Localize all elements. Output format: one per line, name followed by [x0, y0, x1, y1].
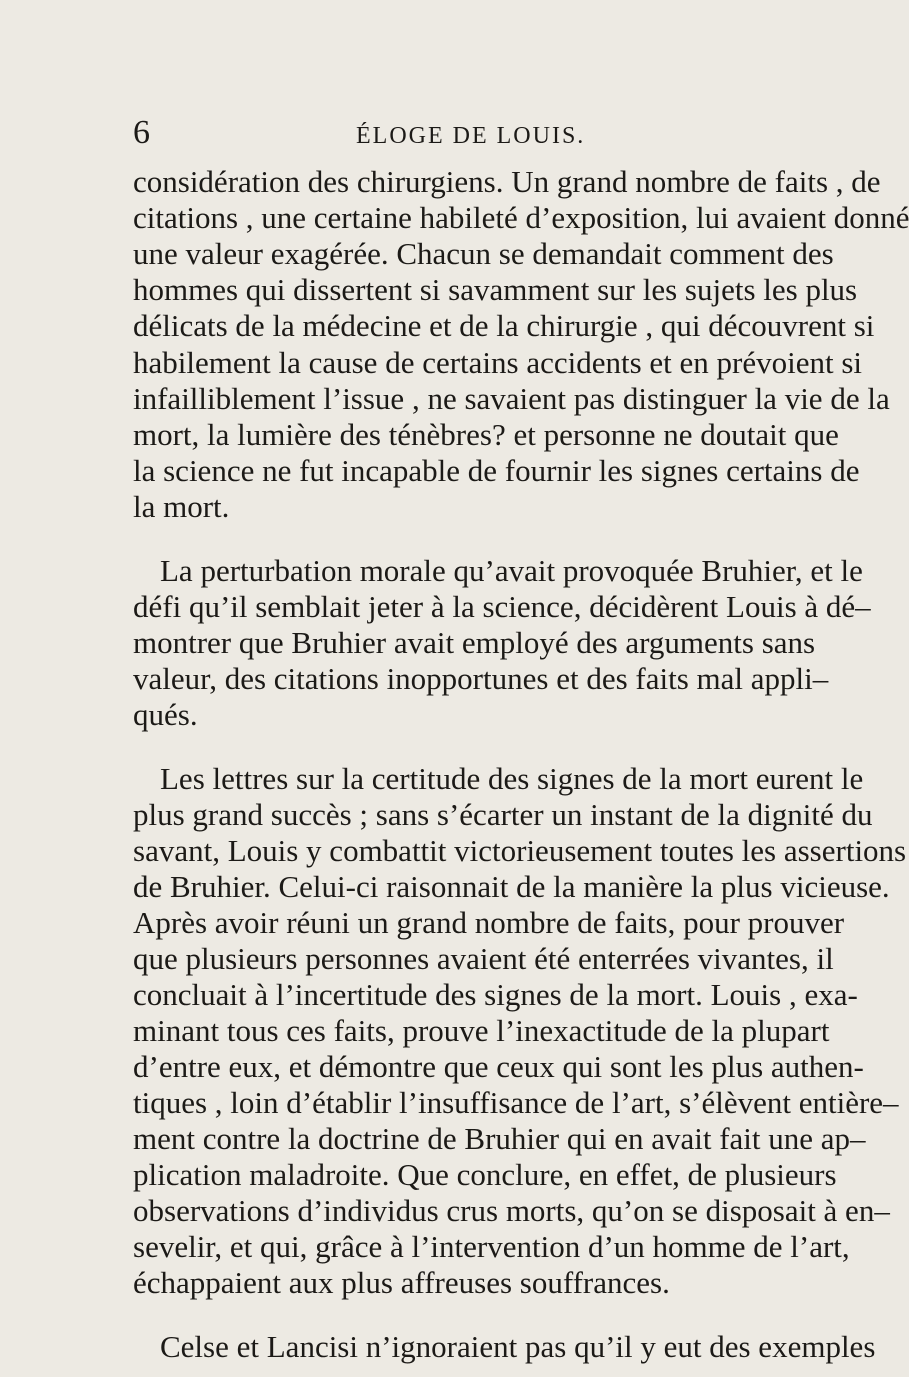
- text-line: sevelir, et qui, grâce à l’intervention d’un homme de l’art,: [133, 1229, 850, 1264]
- text-line: infailliblement l’issue , ne savaient pas distinguer la vie de la: [133, 381, 890, 416]
- text-line: montrer que Bruhier avait employé des arguments sans: [133, 625, 816, 660]
- text-line: mort, la lumière des ténèbres? et personne ne doutait que: [133, 417, 839, 452]
- text-line: observations d’individus crus morts, qu’on se disposait à en–: [133, 1193, 890, 1228]
- text-line: plication maladroite. Que conclure, en effet, de plusieurs: [133, 1157, 837, 1192]
- text-line: défi qu’il semblait jeter à la science, décidèrent Louis à dé–: [133, 589, 871, 624]
- text-line: savant, Louis y combattit victorieusement toutes les assertions: [133, 833, 907, 868]
- text-line: concluait à l’incertitude des signes de la mort. Louis , exa-: [133, 977, 858, 1012]
- text-line: La perturbation morale qu’avait provoquée Bruhier, et le: [160, 553, 863, 588]
- running-head: ÉLOGE DE LOUIS.: [356, 123, 586, 149]
- text-line: de Bruhier. Celui-ci raisonnait de la manière la plus vicieuse.: [133, 869, 890, 904]
- text-line: la mort.: [133, 489, 230, 524]
- text-line: ment contre la doctrine de Bruhier qui en avait fait une ap–: [133, 1121, 866, 1156]
- text-line: la science ne fut incapable de fournir les signes certains de: [133, 453, 860, 488]
- text-line: minant tous ces faits, prouve l’inexactitude de la plupart: [133, 1013, 830, 1048]
- text-line: délicats de la médecine et de la chirurgie , qui découvrent si: [133, 308, 875, 343]
- text-line: Celse et Lancisi n’ignoraient pas qu’il y eut des exemples: [160, 1329, 876, 1364]
- text-line: plus grand succès ; sans s’écarter un instant de la dignité du: [133, 797, 873, 832]
- text-line: Les lettres sur la certitude des signes de la mort eurent le: [160, 761, 864, 796]
- text-line: d’entre eux, et démontre que ceux qui sont les plus authen-: [133, 1049, 864, 1084]
- text-line: valeur, des citations inopportunes et des faits mal appli–: [133, 661, 829, 696]
- text-line: considération des chirurgiens. Un grand nombre de faits , de: [133, 164, 881, 199]
- text-line: qués.: [133, 697, 198, 732]
- text-line: citations , une certaine habileté d’exposition, lui avaient donné: [133, 200, 909, 235]
- text-line: une valeur exagérée. Chacun se demandait comment des: [133, 236, 834, 271]
- text-line: échappaient aux plus affreuses souffrances.: [133, 1265, 670, 1300]
- text-line: que plusieurs personnes avaient été enterrées vivantes, il: [133, 941, 834, 976]
- text-line: hommes qui dissertent si savamment sur les sujets les plus: [133, 272, 858, 307]
- text-line: habilement la cause de certains accidents et en prévoient si: [133, 345, 863, 380]
- page-number: 6: [133, 114, 150, 151]
- text-line: Après avoir réuni un grand nombre de faits, pour prouver: [133, 905, 845, 940]
- text-line: tiques , loin d’établir l’insuffisance de l’art, s’élèvent entière–: [133, 1085, 899, 1120]
